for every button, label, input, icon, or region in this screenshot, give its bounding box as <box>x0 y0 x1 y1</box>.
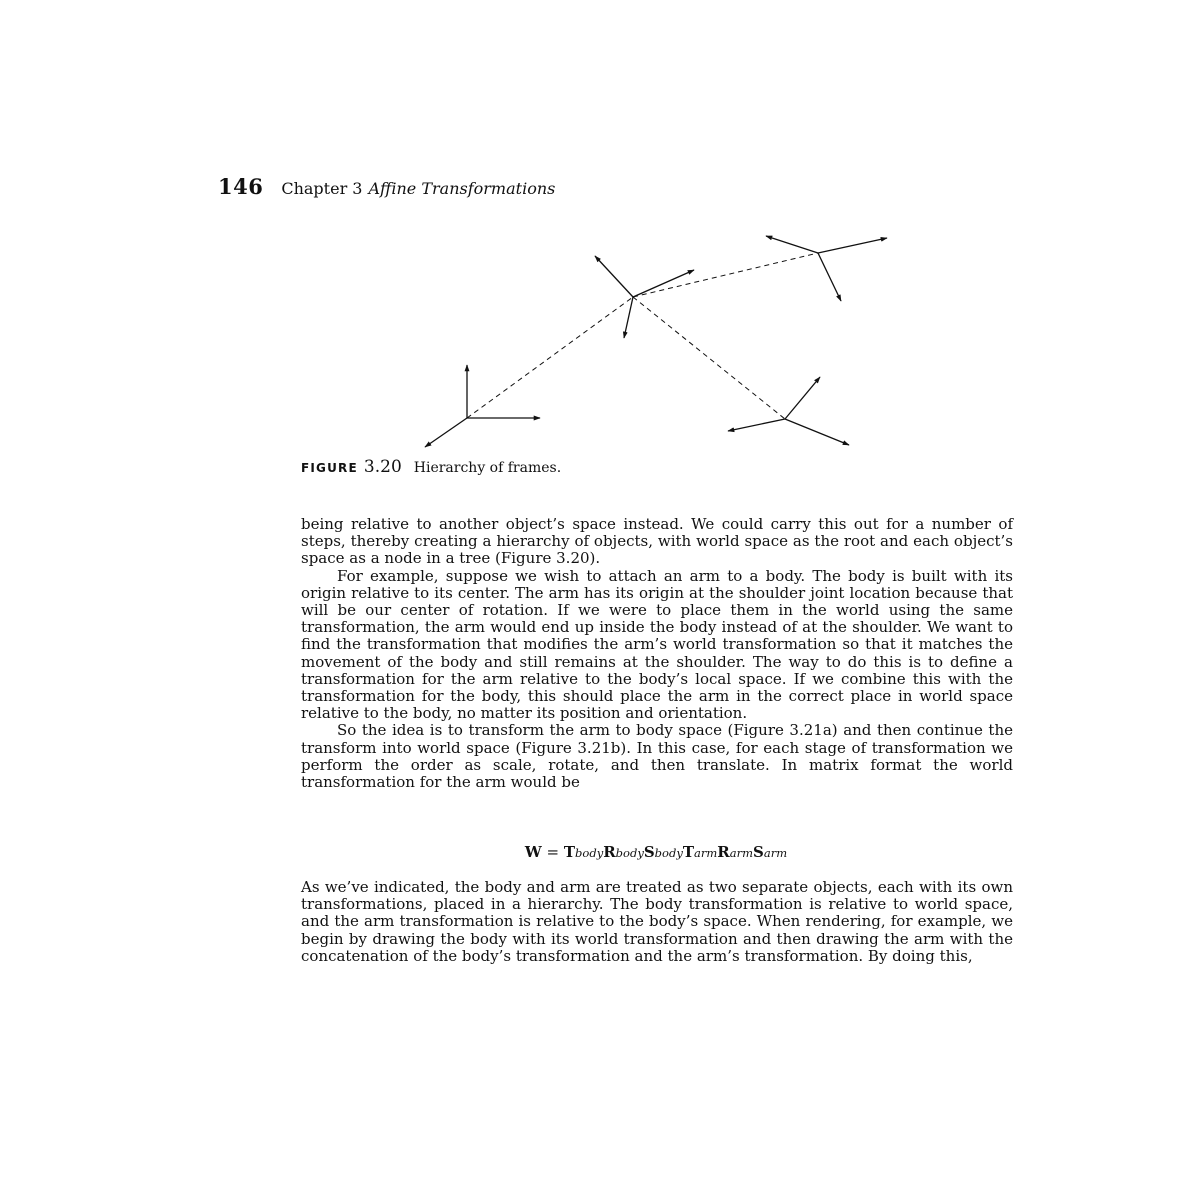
term-0-subscript: body <box>575 846 604 860</box>
world-z-axis-arrow <box>425 418 467 447</box>
arm-axis-arrow-3 <box>818 253 841 301</box>
equation-lhs: W <box>524 843 542 861</box>
world-frame <box>425 365 540 447</box>
chapter-title: Affine Transformations <box>368 179 556 198</box>
child-axis-arrow-2 <box>728 419 785 431</box>
paragraph-4: As we’ve indicated, the body and arm are treated as two separate objects, each with its own transformations, placed in a hierarchy. The body transformation is relative to world space, and the arm transformation is relative to the body’s space. When rendering, for example, we begin by drawing the body with its world transformation and then drawing the arm with the concatenation of the body’s transformation and the arm’s transformation. By doing this, <box>301 878 1013 965</box>
world-transform-equation <box>0 843 1200 861</box>
arm-axis-arrow-1 <box>766 236 818 253</box>
child-axis-arrow-1 <box>785 377 820 419</box>
term-3-symbol: T <box>682 843 694 861</box>
equation-equals: = <box>546 843 560 861</box>
arm-frame <box>766 236 887 301</box>
page-number: 146 <box>218 174 264 199</box>
term-1-symbol: R <box>603 843 616 861</box>
term-5-symbol: S <box>753 843 764 861</box>
term-2-symbol: S <box>643 843 655 861</box>
figure-caption-text: Hierarchy of frames. <box>413 460 562 476</box>
child-axis-arrow-3 <box>785 419 849 445</box>
term-2-subscript: body <box>654 846 683 860</box>
term-0-symbol: T <box>563 843 576 861</box>
figure-caption <box>301 457 561 477</box>
term-3-subscript: arm <box>694 846 718 860</box>
body-axis-arrow-1 <box>595 256 633 297</box>
chapter-label: Chapter 3 <box>281 179 363 198</box>
figure-number: 3.20 <box>363 457 402 477</box>
link-body-to-child <box>633 297 785 419</box>
term-4-subscript: arm <box>729 846 753 860</box>
term-5-subscript: arm <box>763 846 788 860</box>
term-4-symbol: R <box>717 843 730 861</box>
paragraph-3: So the idea is to transform the arm to body space (Figure 3.21a) and then continue the transform into world space (Figure 3.21b). In this case, for each stage of transformation we perform the order as scale, rotate, and then translate. In matrix format the world transformation for the arm would be <box>301 721 1013 792</box>
body-axis-arrow-3 <box>624 297 633 338</box>
body-text-bottom <box>301 879 1013 965</box>
paragraph-2: For example, suppose we wish to attach an arm to a body. The body is built with its origin relative to its center. The arm has its origin at the shoulder joint location because that will be our center of rotation. If we were to place them in the world using the same transformation, the arm would end up inside the body instead of at the shoulder. We want to find the transformation that modifies the arm’s world transformation so that it matches the movement of the body and still remains at the shoulder. The way to do this is to define a transformation for the arm relative to the body’s local space. If we combine this with the transformation for the body, this should place the arm in the correct place in world space relative to the body, no matter its position and orientation. <box>301 566 1013 723</box>
paragraph-1: being relative to another object’s space instead. We could carry this out for a number of steps, thereby creating a hierarchy of objects, with world space as the root and each object’s space as a node in a tree (Figure 3.20). <box>301 515 1013 568</box>
body-axis-arrow-2 <box>633 270 694 297</box>
arm-axis-arrow-2 <box>818 238 887 253</box>
link-body-to-arm <box>633 253 818 297</box>
body-frame <box>595 256 694 338</box>
term-1-subscript: body <box>615 846 644 860</box>
figure-label: FIGURE <box>301 461 358 475</box>
body-text-top <box>301 516 1013 791</box>
link-world-to-body <box>467 297 633 418</box>
